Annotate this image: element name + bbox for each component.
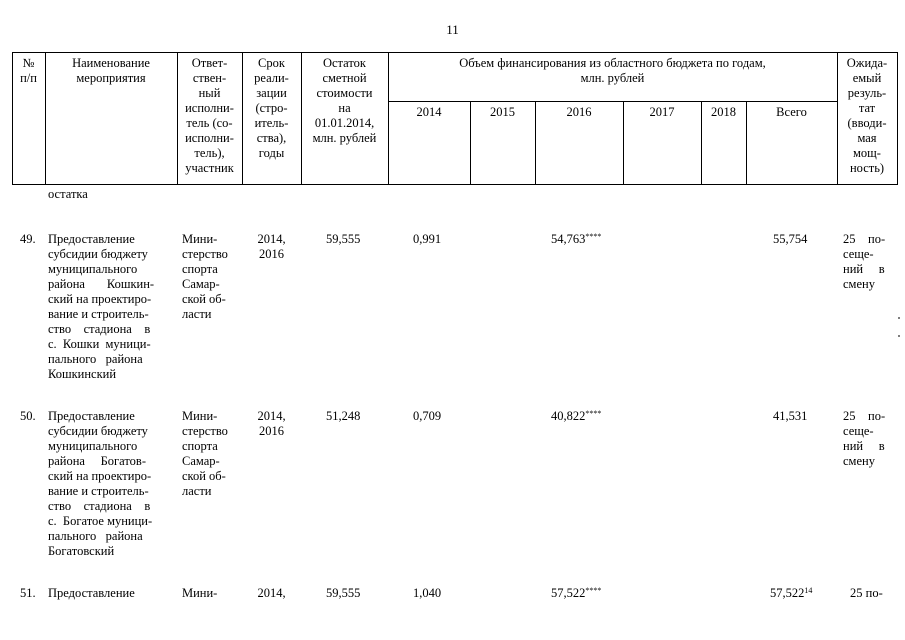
row-50-y2016-footnote: **** (585, 409, 602, 418)
row-51-y2014: 1,040 (413, 586, 442, 600)
row-50-name: Предоставление субсидии бюджету муниципального района Богатов- ский на проектиро- вание и строитель- ство стадиона в с. Богатое муници- пального района Богатовский (48, 409, 153, 558)
header-executor: Ответ- ствен- ный исполни- тель (со- исполни- тель), участник (185, 56, 234, 175)
row-50-y2016-value: 40,822 (551, 409, 586, 423)
header-term: Срок реали- зации (стро- итель- ства), годы (254, 56, 289, 160)
row-50-term: 2014, 2016 (257, 409, 286, 438)
row-51-total-footnote: 14 (804, 586, 813, 595)
header-bottom-border (12, 184, 897, 185)
row-51-total-value: 57,522 (770, 586, 805, 600)
row-50-result: 25 по- сеще- ний в смену (843, 409, 886, 468)
row-50-y2014: 0,709 (413, 409, 442, 423)
row-49-y2014: 0,991 (413, 232, 442, 246)
header-year-2014: 2014 (416, 105, 442, 119)
page-number: 11 (446, 22, 459, 37)
header-year-2018: 2018 (711, 105, 736, 119)
row-51-term: 2014, (257, 586, 286, 600)
row-49-num: 49. (20, 232, 36, 246)
row-51-total (770, 586, 812, 601)
row-49-name: Предоставление субсидии бюджету муниципального района Кошкин- ский на проектиро- вание и строитель- ство стадиона в с. Кошки муници- пального района Кошкинский (48, 232, 155, 381)
header-year-2015: 2015 (490, 105, 515, 119)
row-49-y2016-footnote: **** (585, 232, 602, 241)
row-51-y2016-value: 57,522 (551, 586, 586, 600)
scan-speck (898, 317, 900, 319)
row-51-result: 25 по- (850, 586, 883, 600)
row-49-result: 25 по- сеще- ний в смену (843, 232, 886, 291)
row-51-executor: Мини- (182, 586, 218, 600)
row-51-y2016 (551, 586, 601, 601)
header-name: Наименование мероприятия (72, 56, 150, 85)
row-49-term: 2014, 2016 (257, 232, 286, 261)
row-49-y2016-value: 54,763 (551, 232, 586, 246)
row-50-y2016 (551, 409, 601, 424)
header-financing: Объем финансирования из областного бюджета по годам, млн. рублей (459, 56, 766, 85)
header-num: № п/п (20, 56, 37, 85)
row-50-executor: Мини- стерство спорта Самар- ской об- ласти (182, 409, 228, 498)
header-sub-border (388, 101, 837, 102)
header-expected-result: Ожида- емый резуль- тат (вводи- мая мощ- ность) (846, 56, 888, 175)
row-50-num: 50. (20, 409, 36, 423)
header-year-2017: 2017 (649, 105, 675, 119)
col-divider (897, 52, 898, 185)
carry-over-text: остатка (48, 187, 88, 201)
row-50-total-value: 41,531 (773, 409, 808, 423)
row-49-remaining-cost: 59,555 (326, 232, 361, 246)
row-49-total-value: 55,754 (773, 232, 808, 246)
header-remaining-cost: Остаток сметной стоимости на 01.01.2014, млн. рублей (312, 56, 377, 145)
row-51-num: 51. (20, 586, 36, 600)
row-51-y2016-footnote: **** (585, 586, 602, 595)
row-50-remaining-cost: 51,248 (326, 409, 361, 423)
header-top-border (12, 52, 897, 53)
row-49-total (773, 232, 807, 247)
row-51-remaining-cost: 59,555 (326, 586, 361, 600)
row-51-name: Предоставление (48, 586, 135, 600)
header-year-2016: 2016 (566, 105, 592, 119)
row-49-executor: Мини- стерство спорта Самар- ской об- ласти (182, 232, 228, 321)
row-49-y2016 (551, 232, 601, 247)
row-50-total (773, 409, 807, 424)
header-total: Всего (776, 105, 807, 119)
scan-speck (898, 335, 900, 337)
